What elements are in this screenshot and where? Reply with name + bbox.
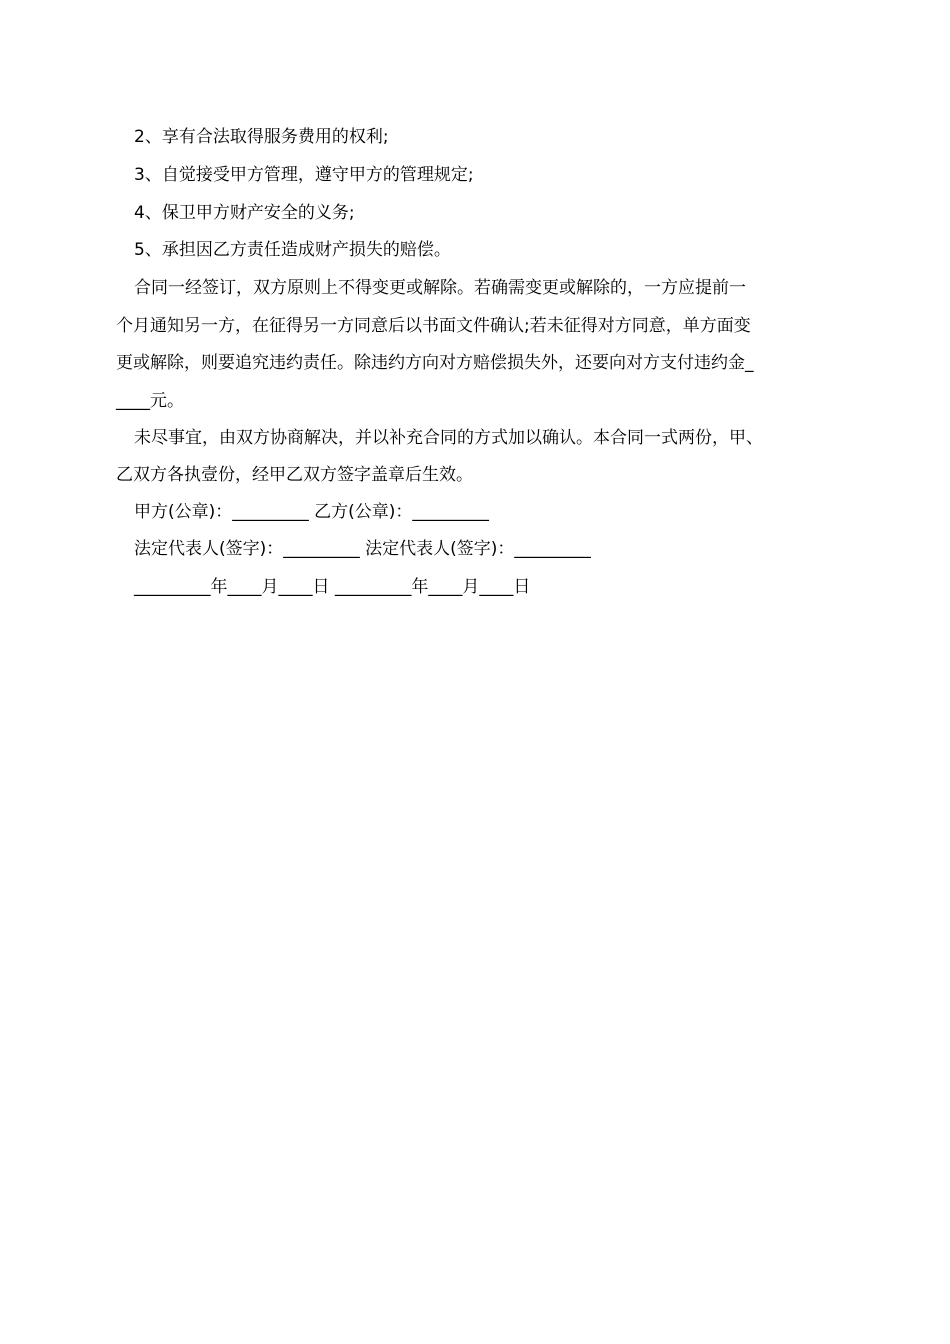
representative-line: 法定代表人(签字)：_________ 法定代表人(签字)：_________: [134, 539, 591, 559]
change-clause-line-2: 个月通知另一方，在征得另一方同意后以书面文件确认;若未征得对方同意，单方面变: [116, 316, 751, 336]
obligation-item-4: 4、保卫甲方财产安全的义务;: [134, 203, 355, 223]
other-clause-line-2: 乙双方各执壹份，经甲乙双方签字盖章后生效。: [116, 465, 473, 485]
obligation-item-5: 5、承担因乙方责任造成财产损失的赔偿。: [134, 240, 451, 260]
obligation-item-3: 3、自觉接受甲方管理，遵守甲方的管理规定;: [134, 165, 474, 185]
change-clause-line-1: 合同一经签订，双方原则上不得变更或解除。若确需变更或解除的，一方应提前一: [134, 278, 746, 298]
change-clause-line-3: 更或解除，则要追究违约责任。除违约方向对方赔偿损失外，还要向对方支付违约金_: [116, 353, 754, 373]
date-line: _________年____月____日 _________年____月____日: [134, 577, 531, 597]
change-clause-line-4: ____元。: [116, 391, 184, 411]
seal-line: 甲方(公章)：_________ 乙方(公章)：_________: [134, 502, 489, 522]
obligation-item-2: 2、享有合法取得服务费用的权利;: [134, 127, 389, 147]
other-clause-line-1: 未尽事宜，由双方协商解决，并以补充合同的方式加以确认。本合同一式两份，甲、: [134, 428, 763, 448]
